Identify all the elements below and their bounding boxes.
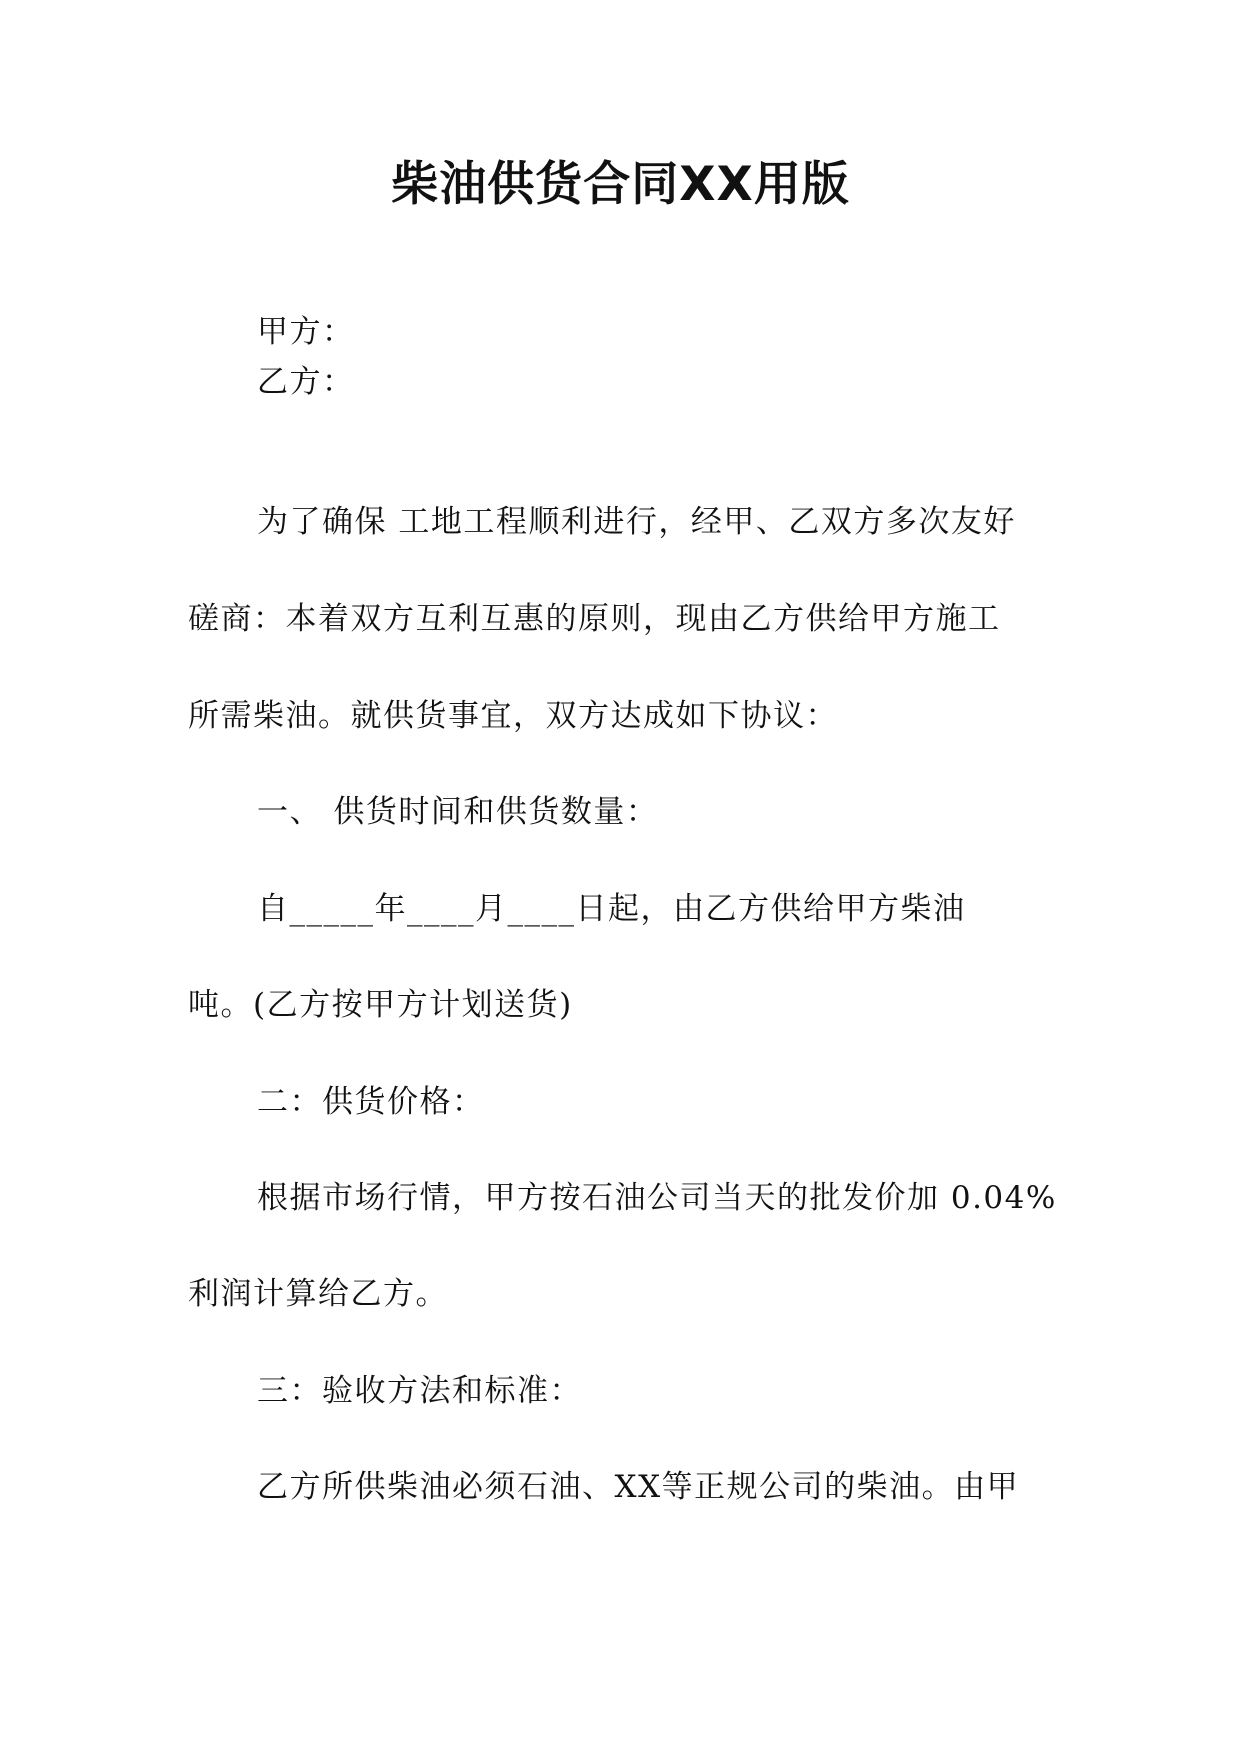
party-b-label: 乙方： <box>257 364 355 400</box>
intro-paragraph-line-2: 磋商：本着双方互利互惠的原则，现由乙方供给甲方施工 <box>188 601 1001 637</box>
section-1-line-2: 吨。(乙方按甲方计划送货) <box>188 987 573 1023</box>
section-3-heading: 三：验收方法和标准： <box>257 1373 582 1409</box>
party-a-label: 甲方： <box>257 314 355 350</box>
section-2-line-2: 利润计算给乙方。 <box>188 1276 448 1312</box>
section-2-line-1: 根据市场行情，甲方按石油公司当天的批发价加 0.04% <box>257 1180 1057 1216</box>
intro-paragraph-line-1: 为了确保 工地工程顺利进行，经甲、乙双方多次友好 <box>257 504 1016 540</box>
section-2-heading: 二：供货价格： <box>257 1084 485 1120</box>
intro-paragraph-line-3: 所需柴油。就供货事宜，双方达成如下协议： <box>188 698 838 734</box>
section-3-line-1: 乙方所供柴油必须石油、XX等正规公司的柴油。由甲 <box>257 1469 1020 1505</box>
document-title: 柴油供货合同XX用版 <box>391 157 850 212</box>
section-1-heading: 一、 供货时间和供货数量： <box>257 794 659 830</box>
section-1-line-1: 自_____年____月____日起，由乙方供给甲方柴油 <box>257 891 966 927</box>
